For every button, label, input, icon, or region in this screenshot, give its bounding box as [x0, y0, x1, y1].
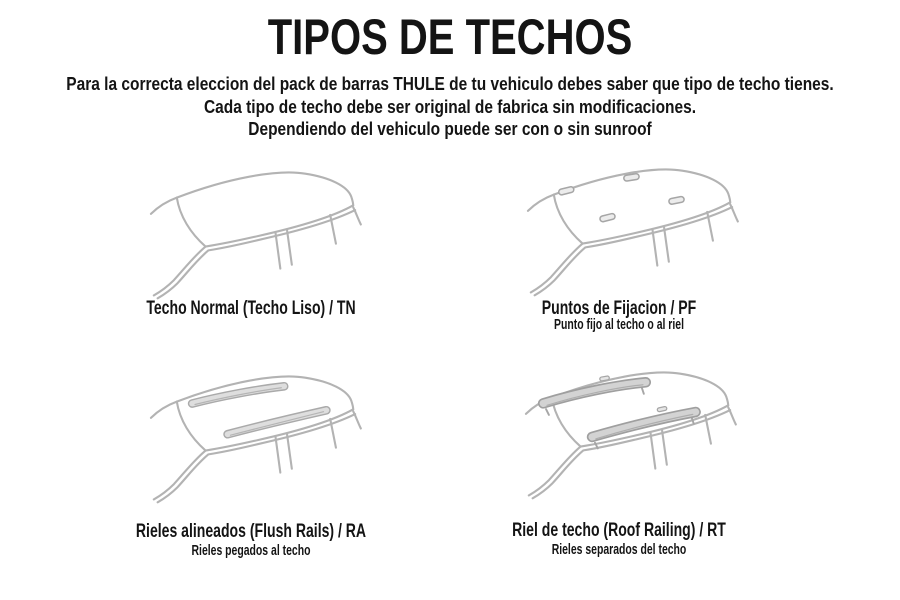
page-title: TIPOS DE TECHOS	[267, 9, 633, 65]
roof-type-label-ra: Rieles alineados (Flush Rails) / RA	[135, 520, 367, 542]
intro-paragraph	[0, 73, 900, 141]
intro-line-3: Dependiendo del vehiculo puede ser con o sin sunroof	[248, 119, 652, 139]
normal-roof-illustration	[145, 166, 385, 305]
fixpoint-roof-illustration	[522, 163, 762, 302]
intro-line-2: Cada tipo de techo debe ser original de fabrica sin modificaciones.	[203, 96, 697, 117]
roof-type-label-tn: Techo Normal (Techo Liso) / TN	[146, 297, 356, 319]
roof-type-label-rt: Riel de techo (Roof Railing) / RT	[512, 519, 726, 541]
raised-railing-roof-illustration	[520, 366, 760, 505]
roof-type-sublabel-pf: Punto fijo al techo o al riel	[554, 317, 684, 333]
intro-line-1: Para la correcta eleccion del pack de barras THULE de tu vehiculo debes saber que tipo de techo tienes.	[66, 74, 834, 94]
flush-rails-roof-illustration	[145, 370, 385, 509]
raised-rails	[543, 376, 695, 449]
roof-type-sublabel-ra: Rieles pegados al techo	[191, 543, 311, 559]
fixpoint-marks	[558, 173, 684, 222]
roof-type-sublabel-rt: Rieles separados del techo	[551, 542, 687, 558]
roof-type-label-pf: Puntos de Fijacion / PF	[541, 297, 697, 319]
